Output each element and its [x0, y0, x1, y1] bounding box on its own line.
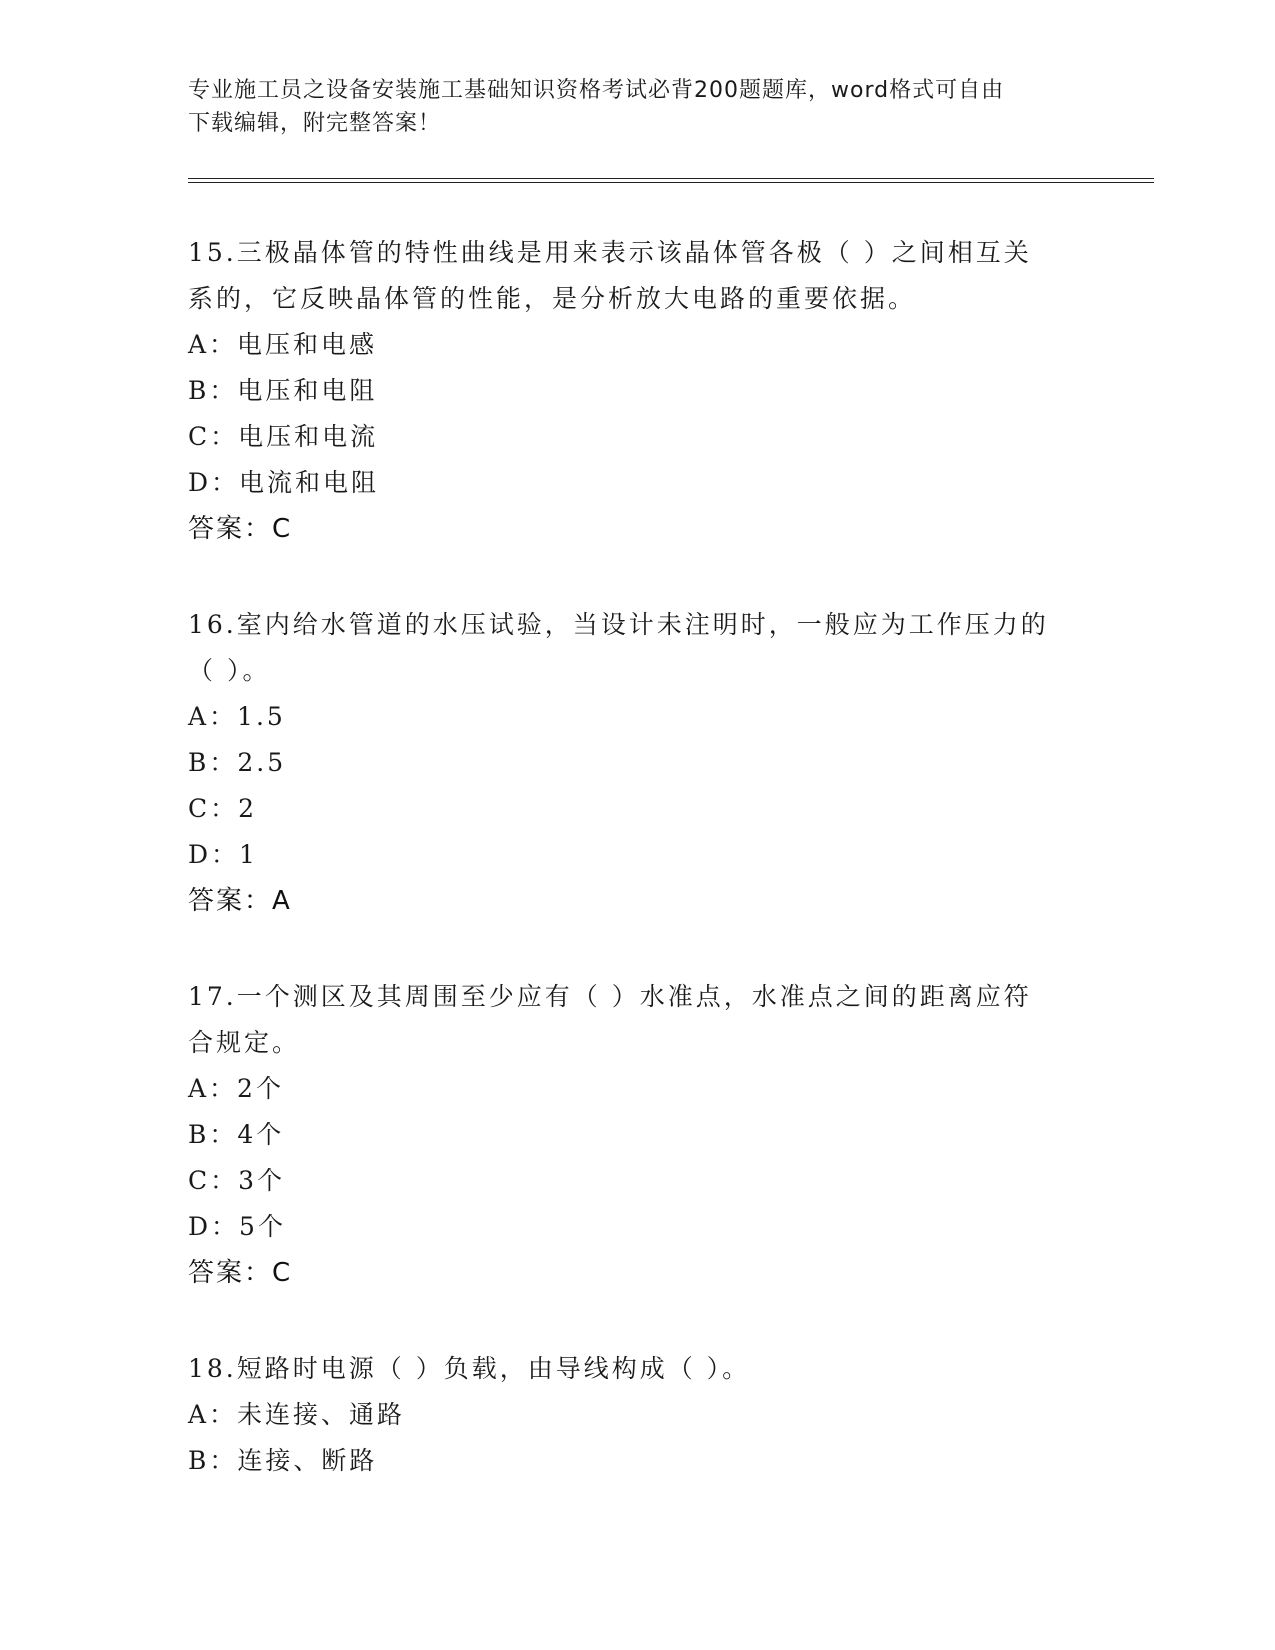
option-b: B：4个: [188, 1120, 285, 1149]
option-c: C：电压和电流: [188, 422, 379, 451]
option-b: B：电压和电阻: [188, 376, 378, 405]
option-a: A：电压和电感: [188, 330, 378, 359]
question-text: [188, 602, 1088, 694]
question-line: （ ）。: [188, 656, 271, 685]
header-line-1: 专业施工员之设备安装施工基础知识资格考试必背200题题库，word格式可自由: [188, 78, 1005, 103]
question-line: 系的，它反映晶体管的性能，是分析放大电路的重要依据。: [188, 284, 917, 313]
question-spacer: [188, 552, 1088, 602]
header-line-2: 下载编辑，附完整答案！: [188, 111, 442, 136]
question-line: 16.室内给水管道的水压试验，当设计未注明时，一般应为工作压力的: [188, 610, 1049, 639]
document-header: [188, 74, 1068, 140]
answer-label: 答案：C: [188, 1258, 293, 1288]
option-d: D：5个: [188, 1212, 286, 1241]
question-line: 18.短路时电源（ ）负载，由导线构成（ ）。: [188, 1354, 751, 1383]
question-text: [188, 1346, 1088, 1392]
question-18: [188, 1346, 1088, 1484]
header-divider-top: [188, 178, 1154, 179]
option-b: B：连接、断路: [188, 1446, 378, 1475]
answer-label: 答案：C: [188, 514, 293, 544]
question-17: [188, 974, 1088, 1296]
option-a: A：未连接、通路: [188, 1400, 406, 1429]
option-b: B：2.5: [188, 748, 287, 777]
question-spacer: [188, 924, 1088, 974]
question-line: 15.三极晶体管的特性曲线是用来表示该晶体管各极（ ）之间相互关: [188, 238, 1032, 267]
option-c: C：2: [188, 794, 258, 823]
question-list: [188, 230, 1088, 1484]
question-spacer: [188, 1296, 1088, 1346]
question-16: [188, 602, 1088, 924]
question-line: 17.一个测区及其周围至少应有（ ）水准点，水准点之间的距离应符: [188, 982, 1032, 1011]
option-a: A：2个: [188, 1074, 284, 1103]
answer-label: 答案：A: [188, 886, 292, 916]
option-c: C：3个: [188, 1166, 286, 1195]
option-d: D：1: [188, 840, 258, 869]
question-text: [188, 230, 1088, 322]
question-15: [188, 230, 1088, 552]
question-text: [188, 974, 1088, 1066]
question-line: 合规定。: [188, 1028, 301, 1057]
header-divider-bottom: [188, 182, 1154, 183]
option-d: D：电流和电阻: [188, 468, 380, 497]
option-a: A：1.5: [188, 702, 286, 731]
